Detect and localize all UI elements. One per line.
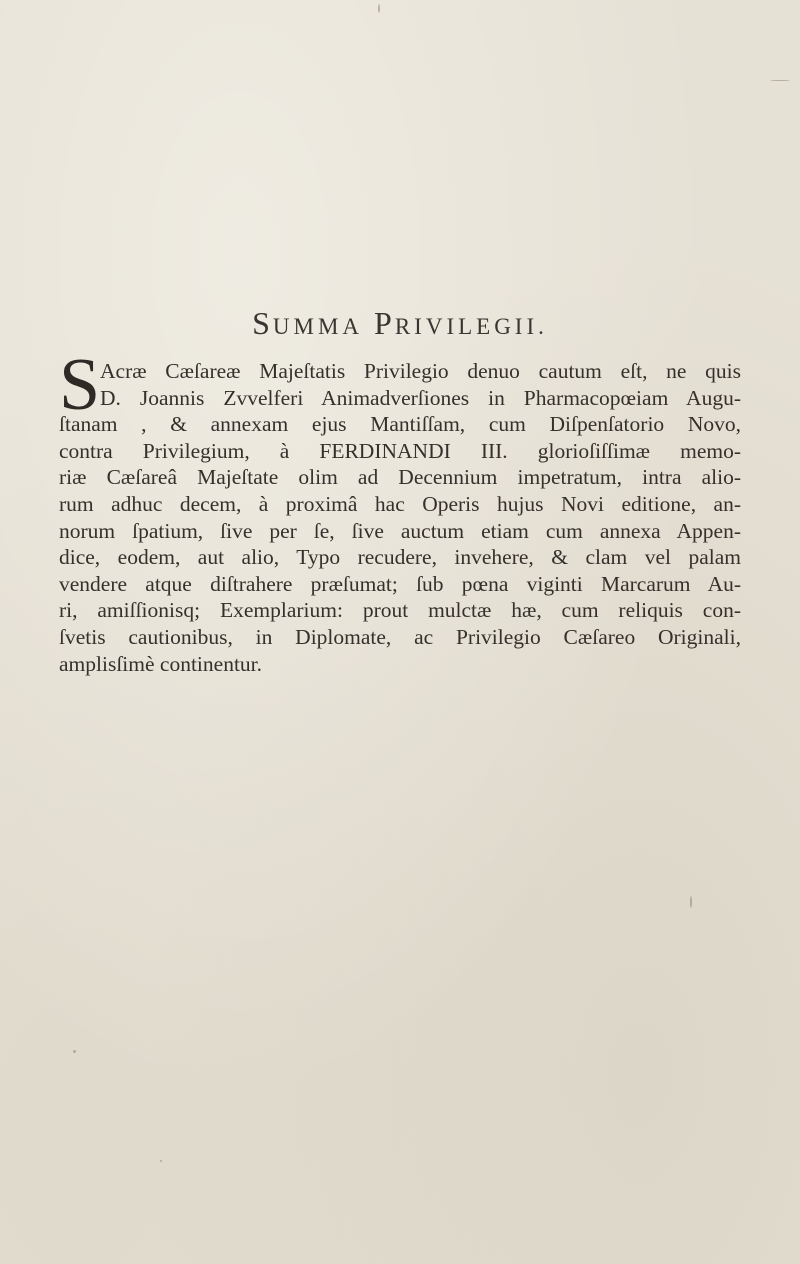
title-rest-1: UMMA [272,314,364,339]
text-line-10: ri, amiſſionisq; Exemplarium: prout mulctæ hæ, cum reliquis con- [59,598,741,623]
paper-speck [690,896,692,908]
text-line-2: D. Joannis Zvvelferi Animadverſiones in Pharmacopœiam Augu- [100,385,741,410]
text-line-9: vendere atque diſtrahere præſumat; ſub pœna viginti Marcarum Au- [59,571,741,596]
text-line-8: dice, eodem, aut alio, Typo recudere, invehere, & clam vel palam [59,545,741,570]
text-line-4: contra Privilegium, à FERDINANDI III. glorioſiſſimæ memo- [59,438,741,463]
drop-cap: S [59,344,101,426]
text-line-5: riæ Cæſareâ Majeſtate olim ad Decennium impetratum, intra alio- [59,465,741,490]
text-line-3: ſtanam , & annexam ejus Mantiſſam, cum Diſpenſatorio Novo, [59,412,741,437]
paper-speck [770,80,790,81]
text-line-6: rum adhuc decem, à proximâ hac Operis hujus Novi editione, an- [59,491,741,516]
title-initial-1: S [252,305,273,341]
privilege-text [59,358,741,677]
text-line-7: norum ſpatium, ſive per ſe, ſive auctum etiam cum annexa Appen- [59,518,741,543]
paper-speck [73,1050,76,1053]
title-rest-2: RIVILEGII. [394,314,548,339]
paper-speck [160,1160,162,1162]
text-line-11: ſvetis cautionibus, in Diplomate, ac Privilegio Cæſareo Originali, [59,624,741,649]
page-title [0,305,800,342]
title-initial-2: P [374,305,395,341]
text-line-1: Acræ Cæſareæ Majeſtatis Privilegio denuo cautum eſt, ne quis [100,359,741,383]
text-line-12: amplisſimè continentur. [59,651,263,676]
paper-speck [378,4,380,13]
